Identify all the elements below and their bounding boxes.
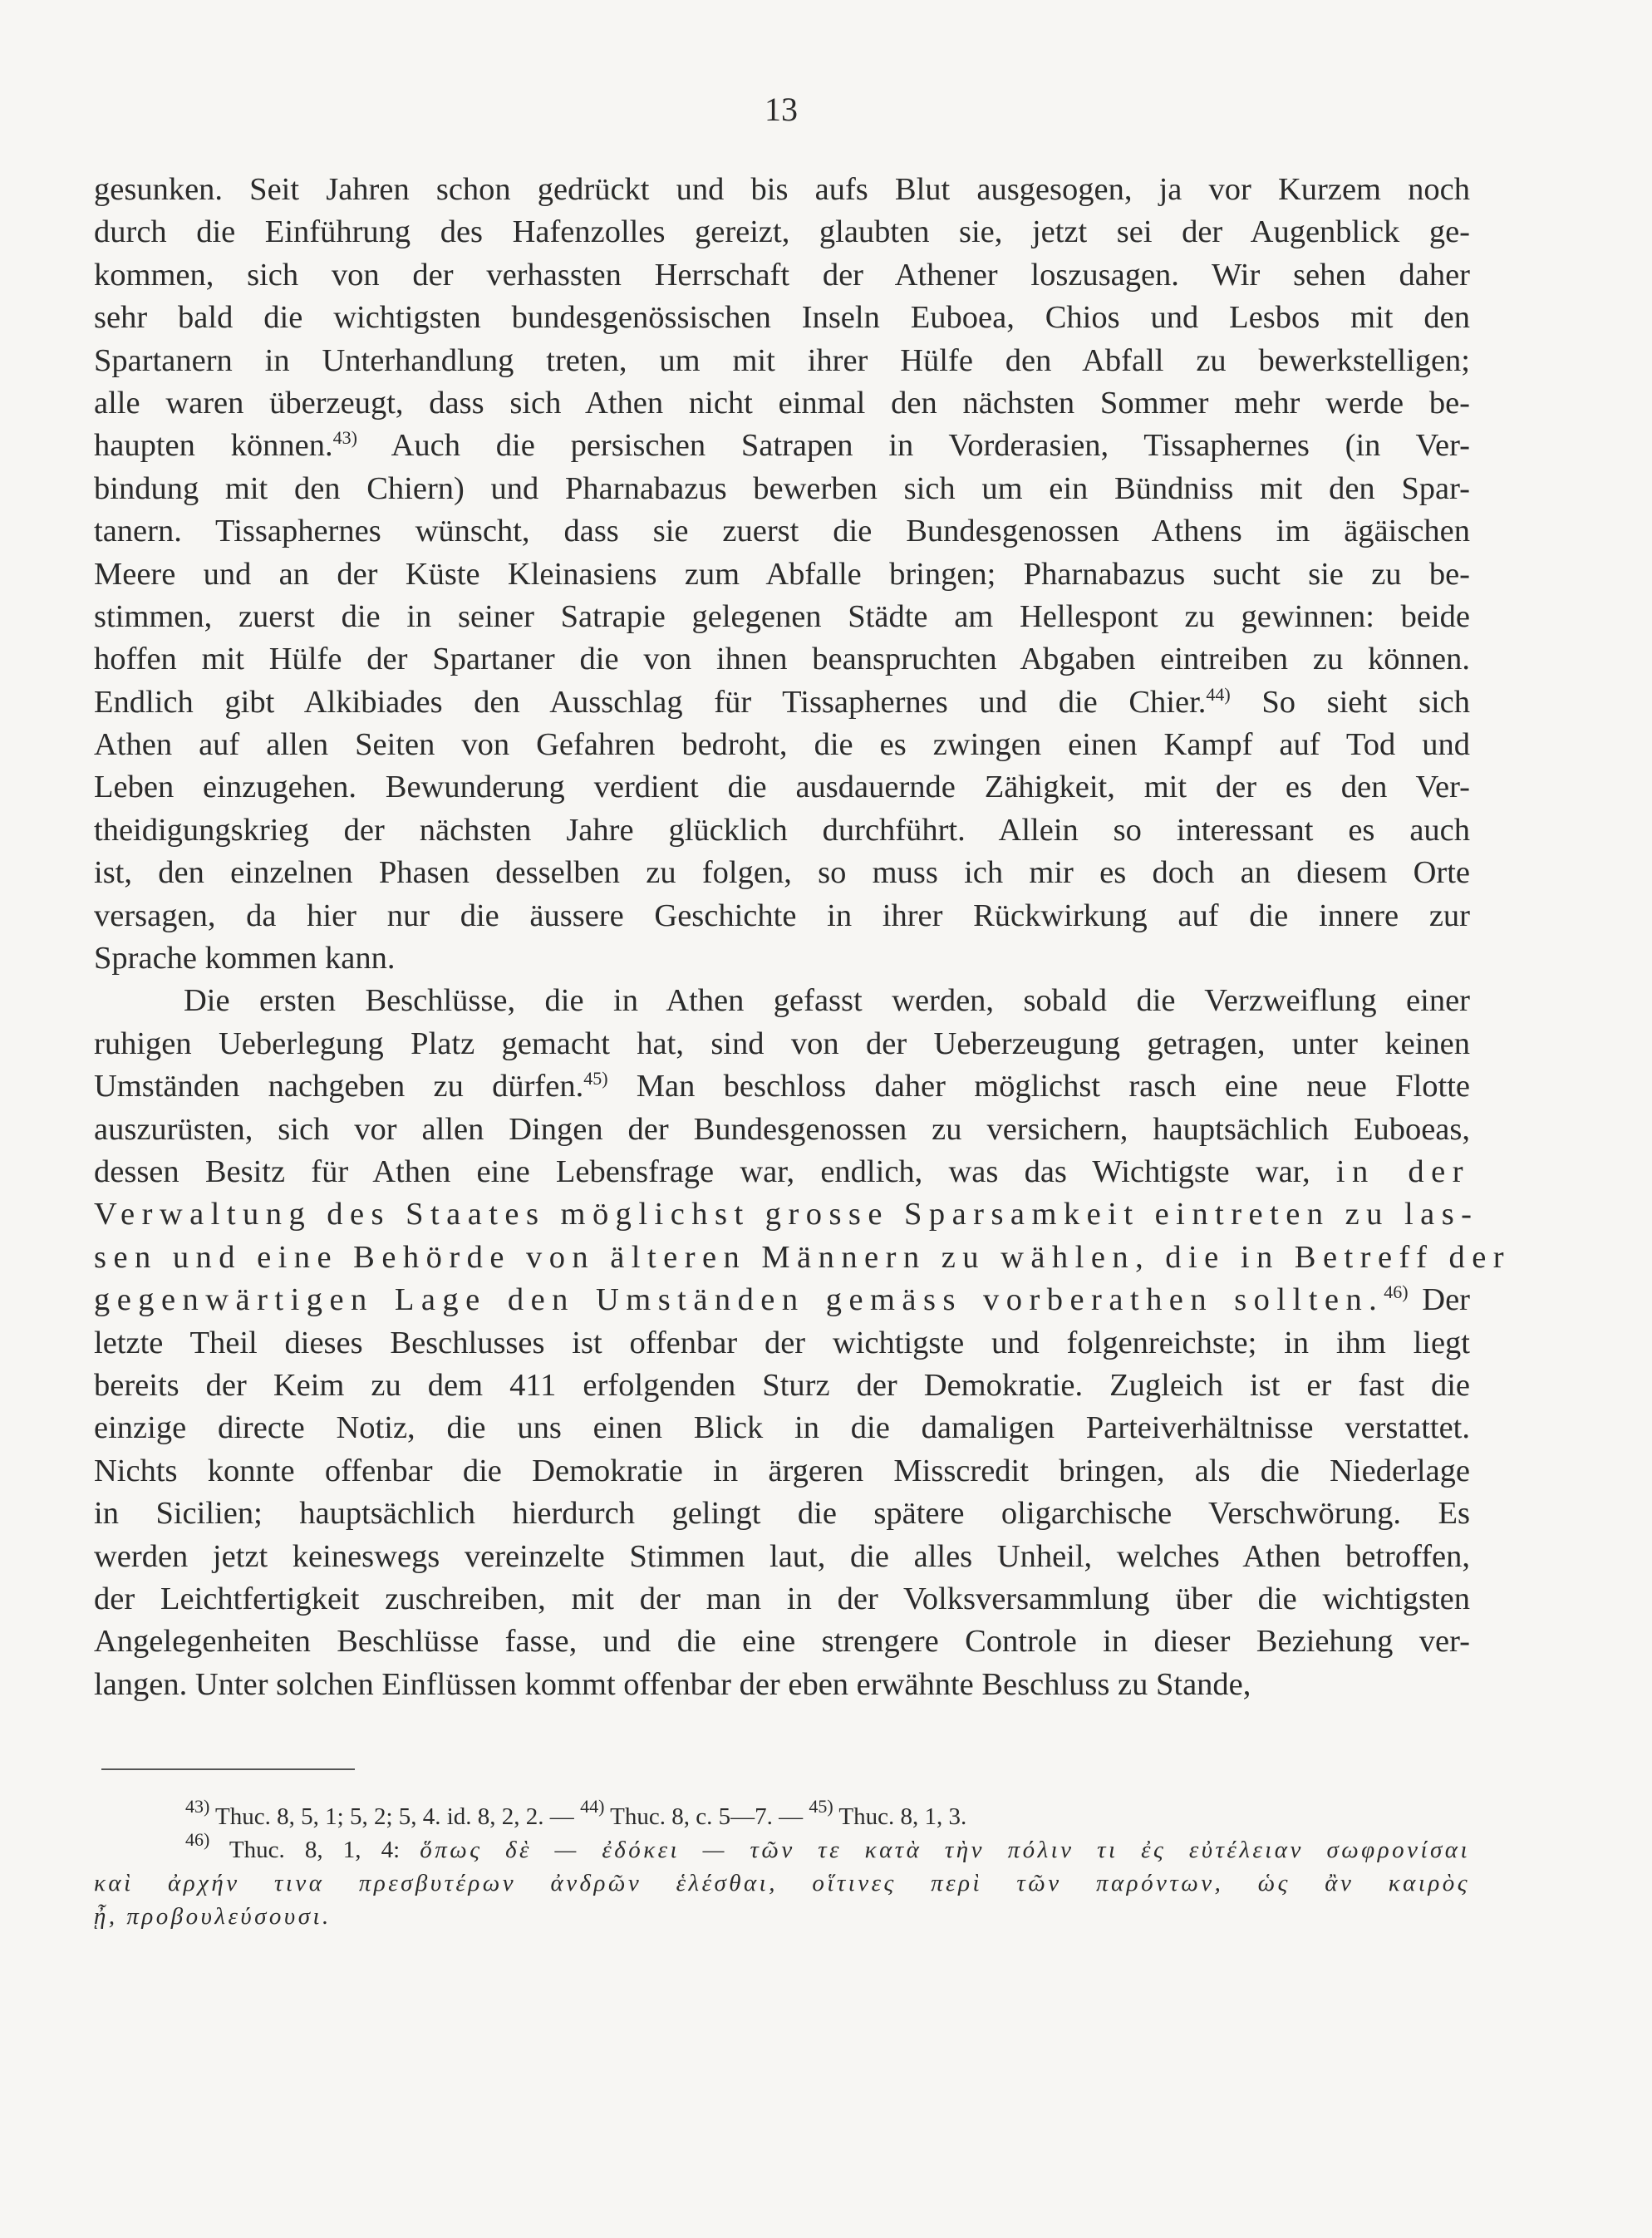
text-line: Sprache kommen kann. [94,941,396,976]
text-line: Endlich gibt Alkibiades den Ausschlag für Tissaphernes und die Chier.$^{44)}$ So sieht sich [94,683,1470,720]
footnote-line: $^{43)}$ Thuc. 8, 5, 1; 5, 2; 5, 4. id. 8, 2, 2. — $^{44)}$ Thuc. 8, c. 5—7. — $^{45)}$ Thuc. 8, 1, 3. [185,1796,967,1830]
body-text [94,169,1512,1706]
text-line: haupten können.$^{43)}$ Auch die persischen Satrapen in Vorderasien, Tissaphernes (in Ver- [94,427,1471,464]
text-line: Umständen nachgeben zu dürfen.$^{45)}$ Man beschloss daher möglichst rasch eine neue Flotte [94,1068,1470,1104]
text-line: Angelegenheiten Beschlüsse fasse, und die eine strengere Controle in dieser Beziehung ver- [94,1624,1470,1660]
greek-quote: καὶ ἀρχήν τινα πρεσβυτέρων ἀνδρῶν ἑλέσθαι, οἵτινες περὶ τῶν παρόντων, ὡς ἂν καιρὸς [94,1870,1470,1896]
spaced-emphasis: Verwaltung des Staates möglichst grosse Sparsamkeit eintreten zu las- [94,1197,1479,1232]
text-line: Athen auf allen Seiten von Gefahren bedroht, die es zwingen einen Kampf auf Tod und [94,727,1470,763]
spaced-emphasis: gegenwärtigen Lage den Umständen gemäss vorberathen sollten. [94,1282,1384,1318]
footnote-ref: 45) [583,1068,608,1089]
footnote-rule [101,1768,355,1770]
text-line: Leben einzugehen. Bewunderung verdient die ausdauernde Zähigkeit, mit der es den Ver- [94,770,1470,805]
spaced-emphasis: in der [1335,1153,1470,1189]
text-line: versagen, da hier nur die äussere Geschichte in ihrer Rückwirkung auf die innere zur [94,898,1470,933]
text-line [94,1193,1479,1236]
footnote-ref: 46) [1384,1281,1409,1303]
text-line: theidigungskrieg der nächsten Jahre glücklich durchführt. Allein so interessant es auch [94,812,1470,848]
text-line: dessen Besitz für Athen eine Lebensfrage war, endlich, was das Wichtigste war, in der [94,1153,1470,1189]
text-line: in Sicilien; hauptsächlich hierdurch gelingt die spätere oligarchische Verschwörung. Es [94,1496,1470,1532]
text-line: Die ersten Beschlüsse, die in Athen gefasst werden, sobald die Verzweiflung einer [184,983,1470,1019]
text-line: Nichts konnte offenbar die Demokratie in ärgeren Misscredit bringen, als die Niederlage [94,1453,1470,1488]
text-line: sehr bald die wichtigsten bundesgenössischen Inseln Euboea, Chios und Lesbos mit den [94,300,1470,336]
footnote-line [94,1867,1470,1900]
greek-quote: ᾖ, προβουλεύσουσι. [94,1903,332,1930]
text-line: gegenwärtigen Lage den Umständen gemäss vorberathen sollten.$^{46)}$ Der [94,1281,1471,1318]
text-line: der Leichtfertigkeit zuschreiben, mit der man in der Volksversammlung über die wichtigsten [94,1581,1470,1616]
text-line: ist, den einzelnen Phasen desselben zu folgen, so muss ich mir es doch an diesem Orte [94,855,1470,891]
footnote-ref: 44) [580,1796,605,1817]
text-line: bindung mit den Chiern) und Pharnabazus bewerben sich um ein Bündniss mit den Spar- [94,470,1470,506]
text-line: durch die Einführung des Hafenzolles gereizt, glaubten sie, jetzt sei der Augenblick ge- [94,214,1470,250]
footnote-ref: 43) [332,427,357,449]
footnote-line [94,1900,1470,1933]
text-line: letzte Theil dieses Beschlusses ist offenbar der wichtigste und folgenreichste; in ihm liegt [94,1325,1470,1360]
text-line [94,1237,1512,1279]
text-line: Meere und an der Küste Kleinasiens zum Abfalle bringen; Pharnabazus sucht sie zu be- [94,556,1470,592]
text-line: ruhigen Ueberlegung Platz gemacht hat, sind von der Ueberzeugung getragen, unter keinen [94,1026,1470,1061]
text-line: auszurüsten, sich vor allen Dingen der Bundesgenossen zu versichern, hauptsächlich Euboeas, [94,1111,1470,1147]
footnote-line: $^{46)}$ Thuc. 8, 1, 4: ὅπως δὲ — ἐδόκει — τῶν τε κατὰ τὴν πόλιν τι ἐς εὐτέλειαν σωφρονίσαι [185,1829,1470,1863]
text-line: bereits der Keim zu dem 411 erfolgenden Sturz der Demokratie. Zugleich ist er fast die [94,1367,1470,1403]
footnote-ref: 45) [809,1796,833,1817]
greek-quote: ὅπως δὲ — ἐδόκει — τῶν τε κατὰ τὴν πόλιν τι ἐς εὐτέλειαν σωφρονίσαι [420,1837,1470,1863]
footnote-ref: 46) [185,1829,210,1850]
text-line: gesunken. Seit Jahren schon gedrückt und bis aufs Blut ausgesogen, ja vor Kurzem noch [94,172,1470,207]
spaced-emphasis: sen und eine Behörde von älteren Männern zu wählen, die in Betreff der [94,1239,1512,1275]
text-line: langen. Unter solchen Einflüssen kommt offenbar der eben erwähnte Beschluss zu Stande, [94,1666,1251,1702]
text-line: tanern. Tissaphernes wünscht, dass sie zuerst die Bundesgenossen Athens im ägäischen [94,514,1470,549]
text-line: Spartanern in Unterhandlung treten, um mit ihrer Hülfe den Abfall zu bewerkstelligen; [94,342,1470,378]
page-number: 13 [765,91,798,128]
footnotes [94,1796,1470,1933]
text-line: einzige directe Notiz, die uns einen Blick in die damaligen Parteiverhältnisse verstattet. [94,1410,1470,1446]
text-line: werden jetzt keineswegs vereinzelte Stimmen laut, die alles Unheil, welches Athen betroffen, [94,1538,1470,1574]
footnote-ref: 43) [185,1796,210,1817]
footnote-ref: 44) [1206,683,1231,705]
text-line: hoffen mit Hülfe der Spartaner die von ihnen beanspruchten Abgaben eintreiben zu können. [94,642,1470,677]
text-line: kommen, sich von der verhassten Herrschaft der Athener loszusagen. Wir sehen daher [94,257,1470,293]
text-line: alle waren überzeugt, dass sich Athen nicht einmal den nächsten Sommer mehr werde be- [94,385,1470,421]
text-line: stimmen, zuerst die in seiner Satrapie gelegenen Städte am Hellespont zu gewinnen: beide [94,598,1470,634]
